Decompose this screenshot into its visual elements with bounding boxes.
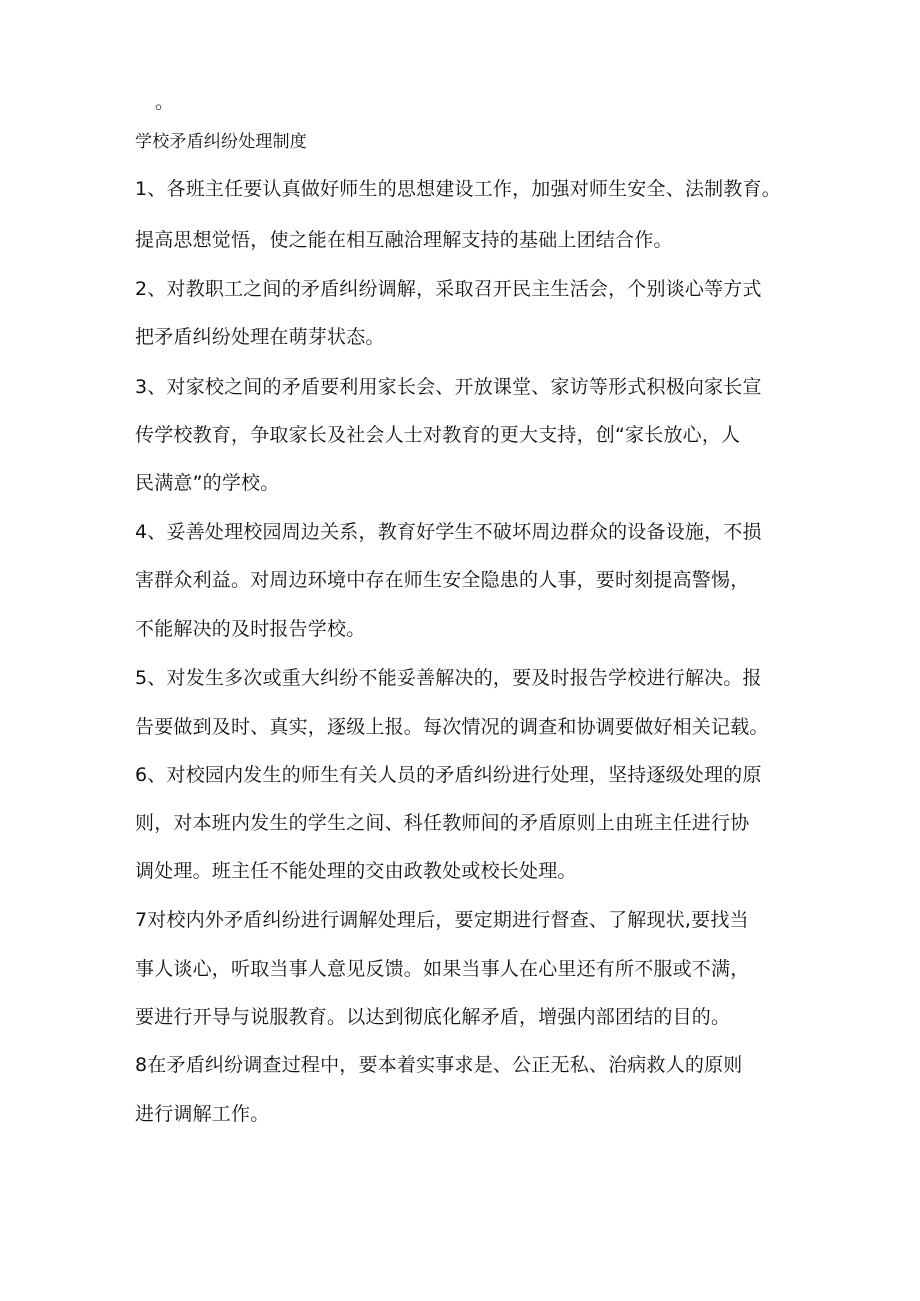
paragraph-4-line-3: 不能解决的及时报告学校。 <box>135 618 366 640</box>
paragraph-6-line-1: 6、对校园内发生的师生有关人员的矛盾纠纷进行处理，坚持逐级处理的原 <box>135 764 762 786</box>
paragraph-5-line-2: 告要做到及时、真实，逐级上报。每次情况的调查和协调要做好相关记载。 <box>135 716 769 738</box>
paragraph-1-line-2: 提高思想觉悟，使之能在相互融洽理解支持的基础上团结合作。 <box>135 229 673 251</box>
paragraph-4-line-2: 害群众利益。对周边环境中存在师生安全隐患的人事，要时刻提高警惕， <box>135 569 750 591</box>
paragraph-6-line-2: 则，对本班内发生的学生之间、科任教师间的矛盾原则上由班主任进行协 <box>135 812 750 834</box>
paragraph-3-line-3: 民满意”的学校。 <box>135 472 280 494</box>
paragraph-6-line-3: 调处理。班主任不能处理的交由政教处或校长处理。 <box>135 860 577 882</box>
paragraph-1-line-1: 1、各班主任要认真做好师生的思想建设工作，加强对师生安全、法制教育。 <box>135 178 781 200</box>
paragraph-2-line-1: 2、对教职工之间的矛盾纠纷调解，采取召开民主生活会，个别谈心等方式 <box>135 278 762 300</box>
paragraph-7-line-1: 7对校内外矛盾纠纷进行调解处理后，要定期进行督查、了解现状,要找当 <box>135 909 749 931</box>
paragraph-7-line-2: 事人谈心，听取当事人意见反馈。如果当事人在心里还有所不服或不满， <box>135 958 750 980</box>
paragraph-2-line-2: 把矛盾纠纷处理在萌芽状态。 <box>135 326 385 348</box>
paragraph-3-line-2: 传学校教育，争取家长及社会人士对教育的更大支持，创“家长放心，人 <box>135 424 741 446</box>
paragraph-4-line-1: 4、妥善处理校园周边关系，教育好学生不破坏周边群众的设备设施，不损 <box>135 521 762 543</box>
paragraph-3-line-1: 3、对家校之间的矛盾要利用家长会、开放课堂、家访等形式积极向家长宣 <box>135 376 762 398</box>
paragraph-7-line-3: 要进行开导与说服教育。以达到彻底化解矛盾，增强内部团结的目的。 <box>135 1006 731 1028</box>
document-title: 学校矛盾纠纷处理制度 <box>135 132 307 152</box>
stray-mark: 。 <box>155 91 175 113</box>
paragraph-5-line-1: 5、对发生多次或重大纠纷不能妥善解决的，要及时报告学校进行解决。报 <box>135 667 762 689</box>
paragraph-8-line-1: 8在矛盾纠纷调查过程中，要本着实事求是、公正无私、治病救人的原则 <box>135 1054 743 1076</box>
paragraph-8-line-2: 进行调解工作。 <box>135 1103 270 1125</box>
